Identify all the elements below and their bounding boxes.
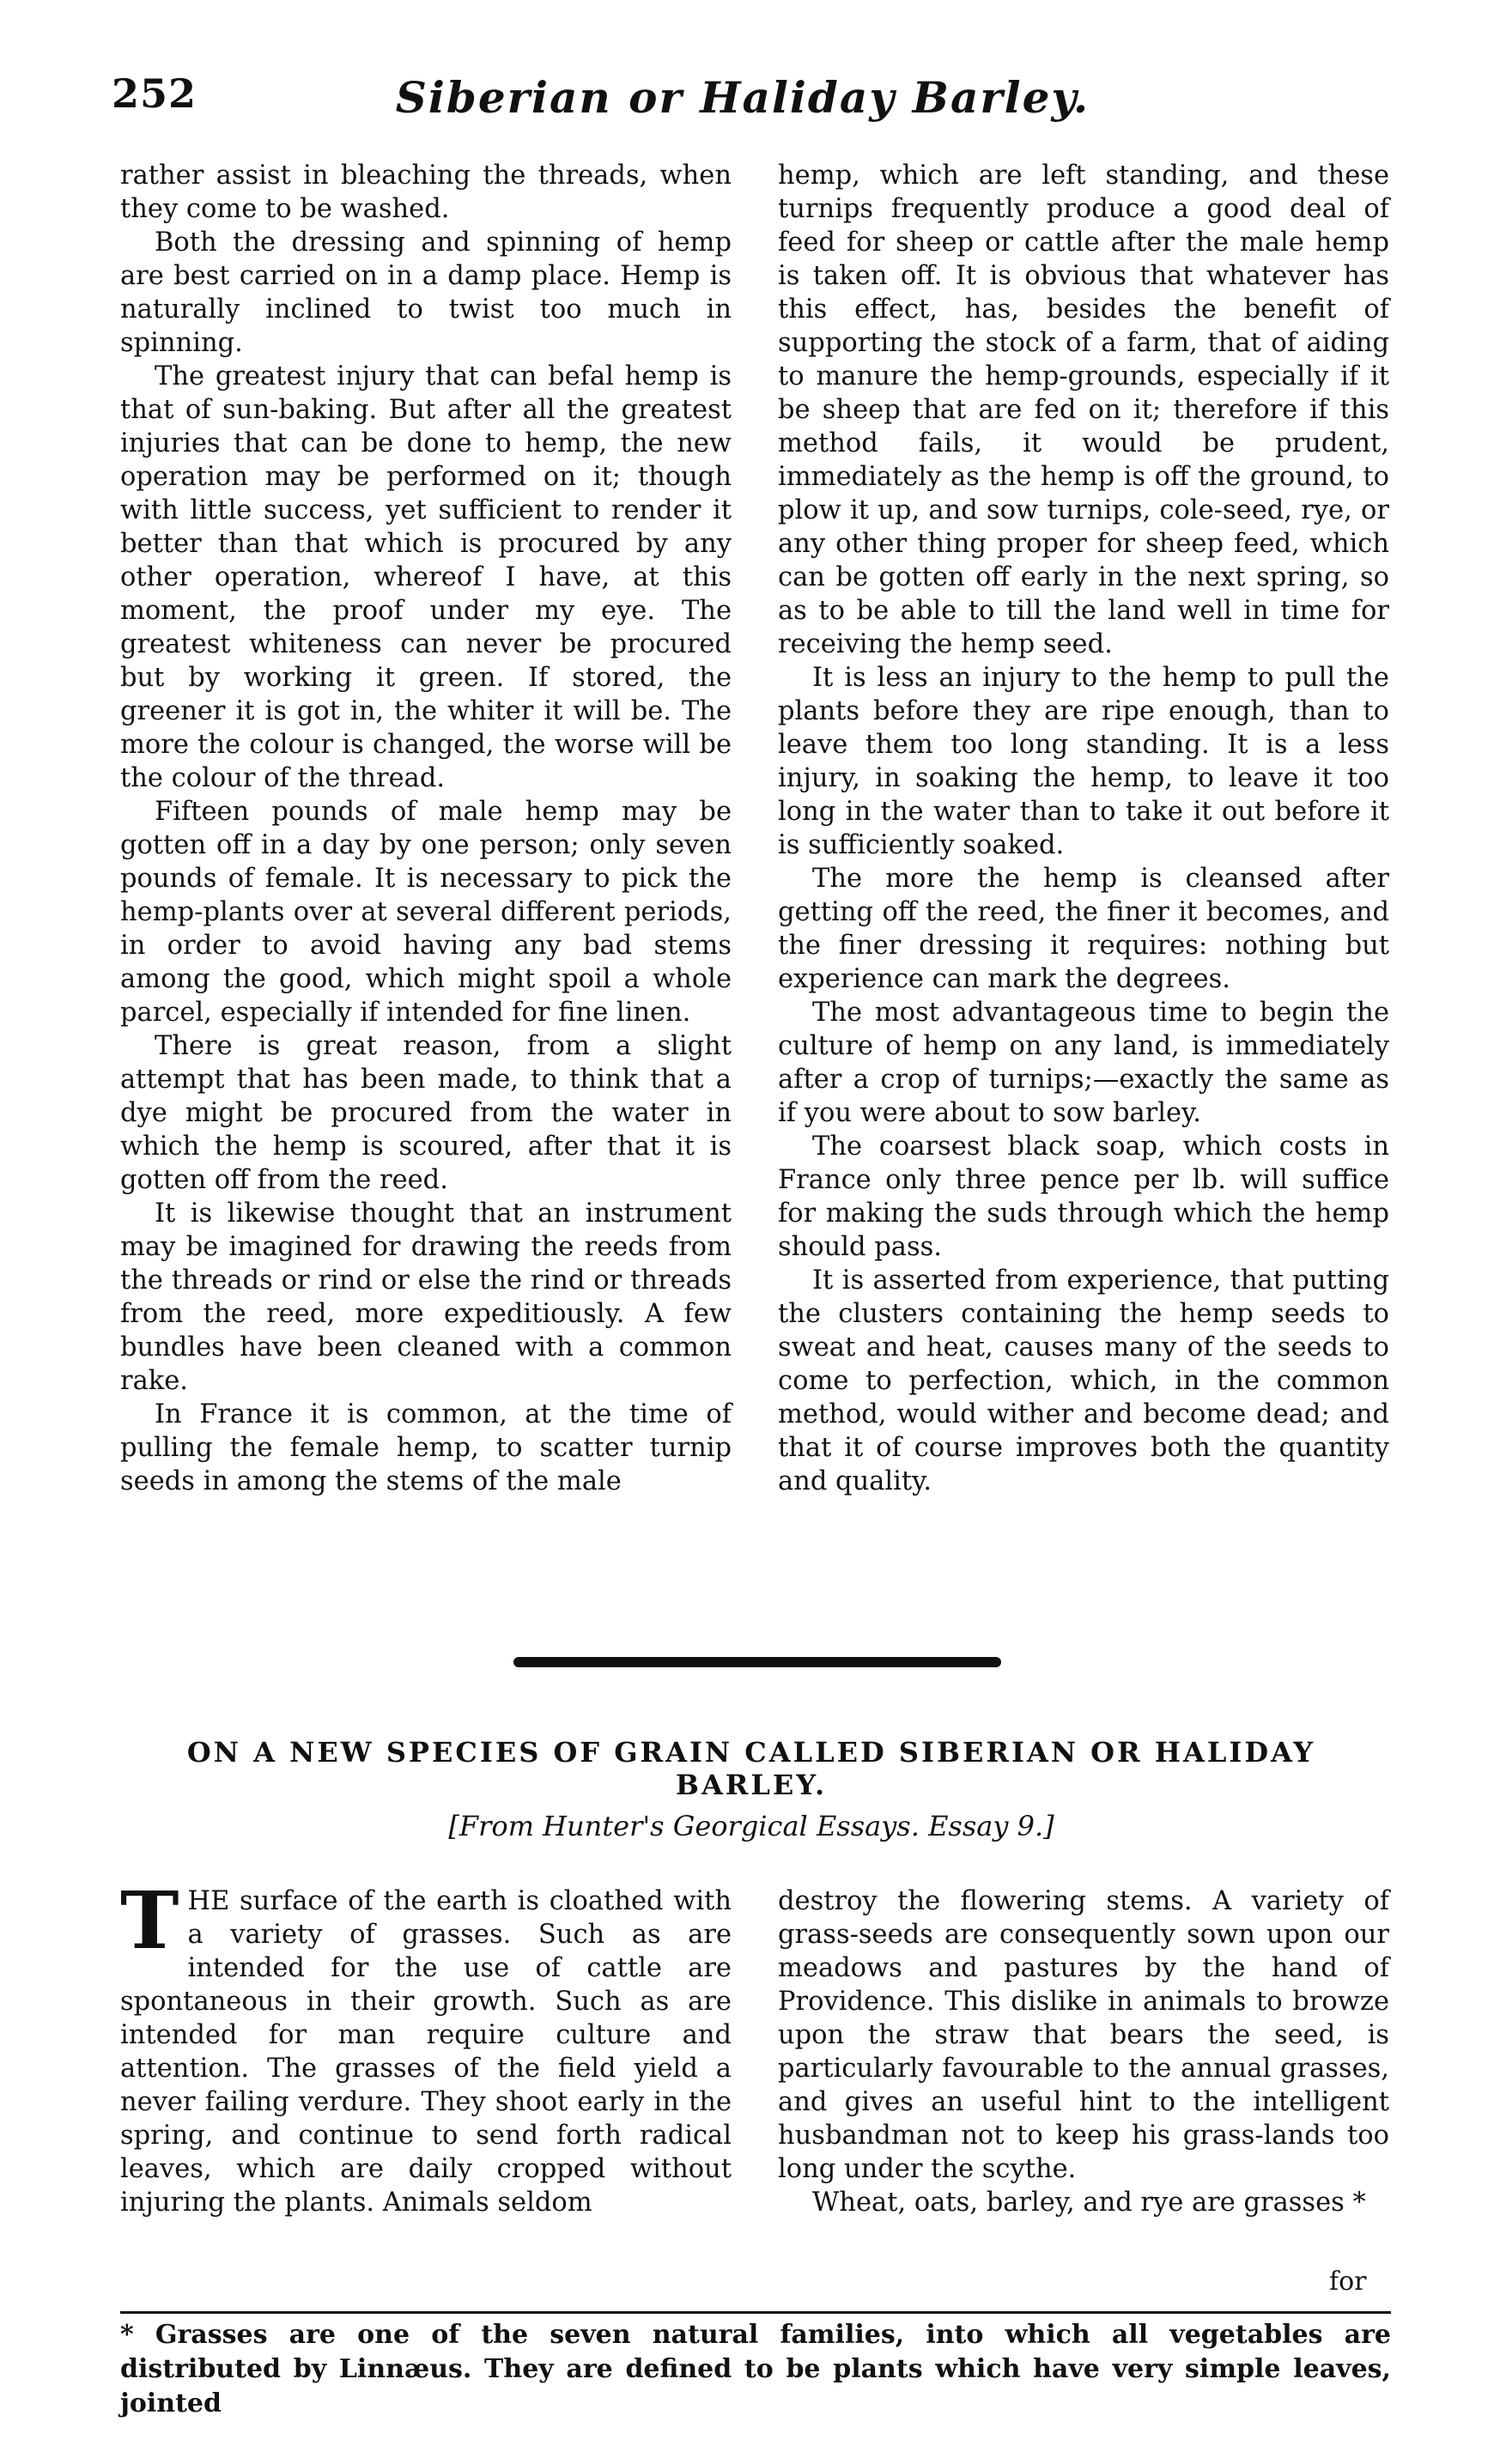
paragraph: The coarsest black soap, which costs in France only three pence per lb. will suffice for making the suds through which the hemp should pass. [778,1132,1389,1262]
left-column [120,159,732,1498]
catchword: for [1329,2267,1367,2297]
right-column [778,159,1389,1498]
footnote: * Grasses are one of the seven natural families, into which all vegetables are distributed by Linnæus. They are defined to be plants which have very simple leaves, jointed [120,2320,1391,2418]
page-number: 252 [112,70,197,117]
paragraph: Wheat, oats, barley, and rye are grasses * [812,2188,1366,2218]
paragraph: hemp, which are left standing, and these turnips frequently produce a good deal of feed for sheep or cattle after the male hemp is taken off. It is obvious that whatever has this effect, has, besides the benefit of supporting the stock of a farm, that of aiding to manure the hemp-grounds, especially if it be sheep that are fed on it; therefore if this method fails, it would be prudent, immediately as the hemp is off the ground, to plow it up, and sow turnips, cole-seed, rye, or any other thing proper for sheep feed, which can be gotten off early in the next spring, so as to be able to till the land well in time for receiving the hemp seed. [778,161,1389,659]
running-title: Siberian or Haliday Barley. [395,72,1090,123]
paragraph: The more the hemp is cleansed after getting off the reed, the finer it becomes, and the finer dressing it requires: nothing but experience can mark the degrees. [778,864,1389,994]
paragraph: The most advantageous time to begin the culture of hemp on any land, is immediately after a crop of turnips;—exactly the same as if you were about to sow barley. [778,998,1389,1128]
paragraph: The greatest injury that can befal hemp is that of sun-baking. But after all the greatest injuries that can be done to hemp, the new operation may be performed on it; though with little success, yet sufficient to render it better than that which is procured by any other operation, whereof I have, at this moment, the proof under my eye. The greatest whiteness can never be procured but by working it green. If stored, the greener it is got in, the whiter it will be. The more the colour is changed, the worse will be the colour of the thread. [120,361,732,793]
section-divider [513,1657,1001,1667]
page-header [107,70,1378,130]
paragraph: There is great reason, from a slight attempt that has been made, to think that a dye might be procured from the water in which the hemp is scoured, after that it is gotten off from the reed. [120,1031,732,1195]
drop-cap: T [120,1874,179,1967]
paragraph: It is likewise thought that an instrument may be imagined for drawing the reeds from the threads or rind or else the rind or threads from the reed, more expeditiously. A few bundles have been cleaned with a common rake. [120,1199,732,1396]
article-right-column [778,1884,1389,2219]
article-left-column [120,1874,732,2219]
paragraph: In France it is common, at the time of pulling the female hemp, to scatter turnip seeds in among the stems of the male [120,1399,732,1496]
article-opening-paragraph [120,1874,732,2219]
paragraph: Both the dressing and spinning of hemp are best carried on in a damp place. Hemp is naturally inclined to twist too much in spinning. [120,228,732,358]
paragraph: It is asserted from experience, that putting the clusters containing the hemp seeds to sweat and heat, causes many of the seeds to come to perfection, which, in the common method, would wither and become dead; and that it of course improves both the quantity and quality. [778,1265,1389,1496]
opening-text: HE surface of the earth is cloathed with a variety of grasses. Such as are intended for the use of cattle are spontaneous in their growth. Such as are intended for man require culture and attention. The grasses of the field yield a never failing verdure. They shoot early in the spring, and continue to send forth radical leaves, which are daily cropped without injuring the plants. Animals seldom [120,1886,732,2218]
paragraph: rather assist in bleaching the threads, when they come to be washed. [120,161,732,224]
paragraph: destroy the flowering stems. A variety of grass-seeds are consequently sown upon our meadows and pastures by the hand of Providence. This dislike in animals to browze upon the straw that bears the seed, is particularly favourable to the annual grasses, and gives an useful hint to the intelligent husbandman not to keep his grass-lands too long under the scythe. [778,1886,1389,2184]
paragraph: It is less an injury to the hemp to pull the plants before they are ripe enough, than to leave them too long standing. It is a less injury, in soaking the hemp, to leave it too long in the water than to take it out before it is sufficiently soaked. [778,663,1389,860]
paragraph: Fifteen pounds of male hemp may be gotten off in a day by one person; only seven pounds of female. It is necessary to pick the hemp-plants over at several different periods, in order to avoid having any bad stems among the good, which might spoil a whole parcel, especially if intended for fine linen. [120,797,732,1028]
article-title: ON A NEW SPECIES OF GRAIN CALLED SIBERIAN OR HALIDAY BARLEY. [186,1736,1316,1801]
footnote-rule [120,2311,1391,2314]
source-note: [From Hunter's Georgical Essays. Essay 9.] [448,1810,1054,1842]
